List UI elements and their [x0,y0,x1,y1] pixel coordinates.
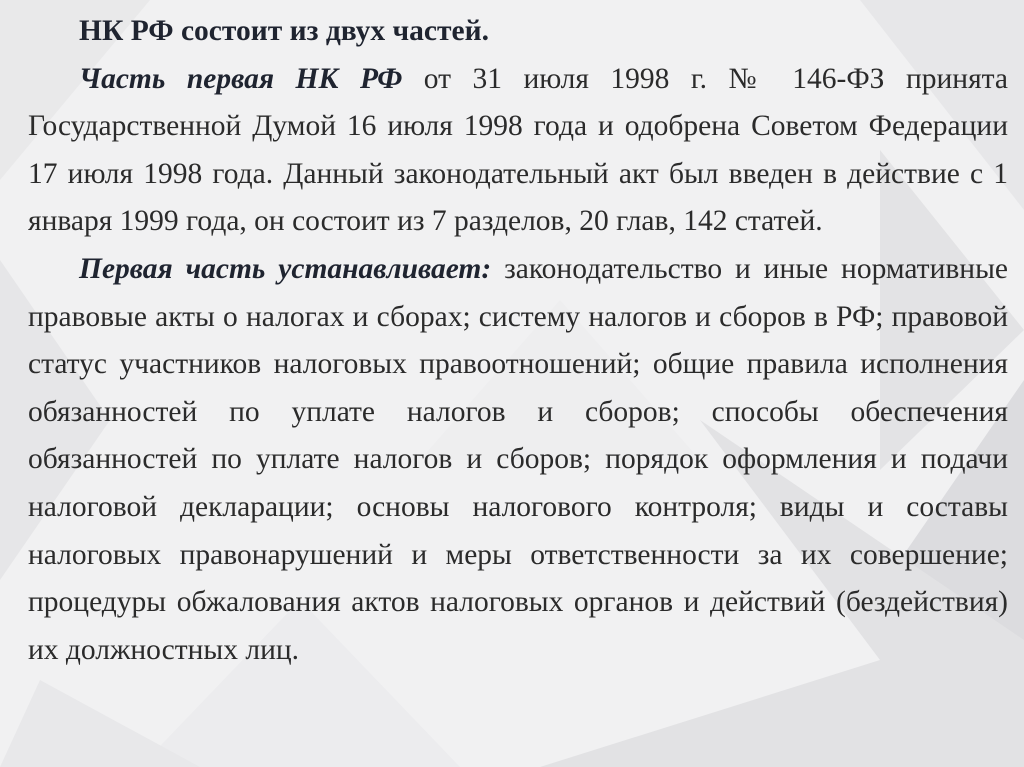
paragraph-part-one [28,56,1008,246]
paragraph-part-one-text: от 31 июля 1998 г. № 146-ФЗ принята Государственной Думой 16 июля 1998 года и одобрена Советом Федерации 17 июля 1998 года. Данный законодательный акт был введен в действие с 1 января 1999 года, он состоит из 7 разделов, 20 глав, 142 статей. [28,62,1008,238]
slide-text [28,8,1008,674]
paragraph-part-one-lead: Часть первая НК РФ [79,62,403,95]
paragraph-first-part-scope [28,246,1008,674]
paragraph-first-part-scope-text: законодательство и иные нормативные правовые акты о налогах и сборах; систему налогов и сборов в РФ; правовой статус участников налоговых правоотношений; общие правила исполнения обязанностей по уплате налогов и сборов; способы обеспечения обязанностей по уплате налогов и сборов; порядок оформления и подачи налоговой декларации; основы налогового контроля; виды и составы налоговых правонарушений и меры ответственности за их совершение; процедуры обжалования актов налоговых органов и действий (бездействия) их должностных лиц. [28,252,1008,666]
paragraph-first-part-scope-lead: Первая часть устанавливает: [79,252,492,285]
page-title: НК РФ состоит из двух частей. [79,15,489,47]
